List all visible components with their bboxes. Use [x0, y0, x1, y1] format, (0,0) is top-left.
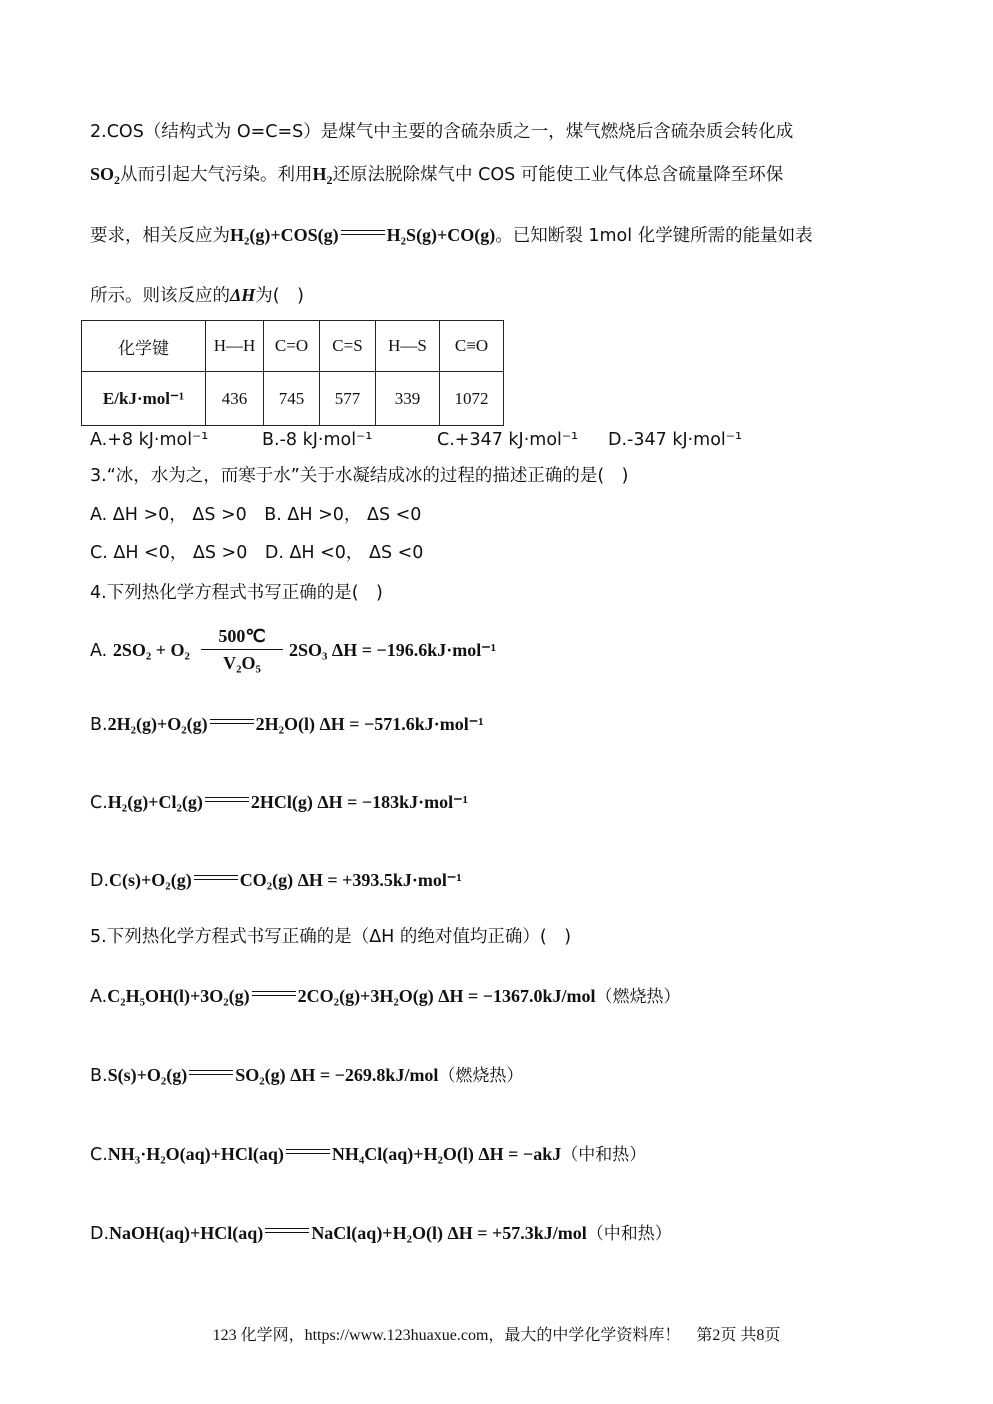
table-row — [82, 372, 504, 426]
so2-formula: $SO_2$ — [90, 164, 121, 187]
condition-catalyst: V₂O₅ — [223, 653, 261, 673]
q2-text: 为( ) — [255, 286, 304, 306]
reaction-left: H₂(g)+COS(g) — [230, 225, 339, 245]
equals-arrow — [189, 1069, 233, 1079]
table-header-cell: C≡O — [440, 321, 504, 372]
reaction-left: NaOH(aq)+HCl(aq) — [109, 1223, 264, 1243]
equals-arrow — [341, 229, 385, 239]
reaction-right: 2CO₂(g)+3H₂O(g) ΔH = −1367.0kJ/mol — [297, 986, 596, 1006]
equals-arrow — [286, 1148, 330, 1158]
q2-text: 。已知断裂 1mol 化学键所需的能量如表 — [495, 226, 813, 246]
reaction-right: NaCl(aq)+H₂O(l) ΔH = +57.3kJ/mol — [311, 1223, 587, 1243]
q2-stem-line2 — [90, 165, 783, 185]
note: （燃烧热） — [595, 987, 681, 1007]
q2-text: 还原法脱除煤气中 COS 可能使工业气体总含硫量降至环保 — [332, 165, 784, 185]
option-label: D. — [90, 871, 110, 891]
option-label: A. — [90, 987, 108, 1007]
q4-stem: 4.下列热化学方程式书写正确的是( ) — [90, 583, 383, 603]
q2-option-b: B.-8 kJ·mol⁻¹ — [262, 430, 373, 450]
q3-stem: 3.“冰，水为之，而寒于水”关于水凝结成冰的过程的描述正确的是( ) — [90, 466, 629, 486]
note: （燃烧热） — [438, 1066, 524, 1086]
q2-stem-line3 — [90, 226, 813, 246]
table-row-label: E/kJ·mol⁻¹ — [82, 372, 206, 426]
option-label: D. — [90, 1224, 110, 1244]
option-label: B. — [90, 715, 108, 735]
q5-stem: 5.下列热化学方程式书写正确的是（ΔH 的绝对值均正确）( ) — [90, 927, 572, 947]
table-header-cell: H—S — [376, 321, 440, 372]
equals-arrow — [265, 1227, 309, 1237]
option-label: B. — [90, 1066, 108, 1086]
q2-text: 要求，相关反应为 — [90, 226, 230, 246]
reaction-condition — [201, 626, 283, 674]
note: （中和热） — [561, 1145, 647, 1165]
bond-energy-table — [81, 320, 504, 426]
q4-option-a — [90, 641, 190, 661]
q2-option-c: C.+347 kJ·mol⁻¹ — [437, 430, 579, 450]
h2-formula: $H_2$ — [312, 164, 333, 187]
table-row — [82, 321, 504, 372]
reaction-right: CO₂(g) ΔH = +393.5kJ·mol⁻¹ — [239, 870, 462, 890]
table-header-cell: C=S — [320, 321, 376, 372]
q3-options-cd: C. ΔH <0， ΔS >0 D. ΔH <0， ΔS <0 — [90, 543, 424, 563]
table-cell: 1072 — [440, 372, 504, 426]
table-cell: 745 — [264, 372, 320, 426]
q4-option-c — [90, 793, 468, 813]
equals-arrow — [210, 718, 254, 728]
reaction-left: S(s)+O₂(g) — [107, 1065, 188, 1085]
q5-option-c — [90, 1145, 646, 1165]
reaction-left: 2H₂(g)+O₂(g) — [107, 714, 208, 734]
reaction-left: NH₃·H₂O(aq)+HCl(aq) — [107, 1144, 284, 1164]
table-cell: 577 — [320, 372, 376, 426]
q4-option-b — [90, 715, 484, 735]
delta-h: ΔH — [230, 285, 256, 305]
reaction-right: 2H₂O(l) ΔH = −571.6kJ·mol⁻¹ — [255, 714, 484, 734]
reaction-left: 2SO₂ + O₂ — [112, 640, 190, 660]
reaction-left: H₂(g)+Cl₂(g) — [107, 792, 203, 812]
q2-text: 所示。则该反应的 — [90, 286, 230, 306]
q4-option-d — [90, 871, 462, 891]
condition-temperature: 500℃ — [218, 626, 266, 646]
table-header-cell: H—H — [206, 321, 264, 372]
reaction-right: H₂S(g)+CO(g) — [386, 225, 496, 245]
equals-arrow — [252, 990, 296, 1000]
option-label: C. — [90, 793, 108, 813]
reaction-left: C(s)+O₂(g) — [109, 870, 192, 890]
q2-text: 从而引起大气污染。利用 — [120, 165, 313, 185]
q2-option-a: A.+8 kJ·mol⁻¹ — [90, 430, 209, 450]
reaction-arrow — [201, 649, 283, 650]
q2-stem-line4 — [90, 286, 304, 306]
reaction-left: C₂H₅OH(l)+3O₂(g) — [107, 986, 250, 1006]
q3-options-ab: A. ΔH >0， ΔS >0 B. ΔH >0， ΔS <0 — [90, 505, 422, 525]
option-label: A. — [90, 641, 108, 661]
table-cell: 436 — [206, 372, 264, 426]
reaction-right: NH₄Cl(aq)+H₂O(l) ΔH = −akJ — [331, 1144, 562, 1164]
q5-option-d — [90, 1224, 672, 1244]
equals-arrow — [205, 796, 249, 806]
note: （中和热） — [586, 1224, 672, 1244]
table-header-cell: C=O — [264, 321, 320, 372]
page-footer: 123 化学网，https://www.123huaxue.com，最大的中学化学资料库！ 第2页 共8页 — [212, 1327, 781, 1344]
q2-option-d: D.-347 kJ·mol⁻¹ — [608, 430, 743, 450]
q5-option-a — [90, 987, 681, 1007]
equals-arrow — [194, 874, 238, 884]
q2-stem-line1: 2.COS（结构式为 O=C=S）是煤气中主要的含硫杂质之一，煤气燃烧后含硫杂质会转化成 — [90, 122, 794, 142]
option-label: C. — [90, 1145, 108, 1165]
q5-option-b — [90, 1066, 523, 1086]
reaction-right: 2HCl(g) ΔH = −183kJ·mol⁻¹ — [250, 792, 469, 812]
reaction-right: SO₂(g) ΔH = −269.8kJ/mol — [235, 1065, 439, 1085]
reaction-right: 2SO₃ ΔH = −196.6kJ·mol⁻¹ — [289, 640, 497, 660]
table-cell: 339 — [376, 372, 440, 426]
table-header-cell: 化学键 — [82, 321, 206, 372]
